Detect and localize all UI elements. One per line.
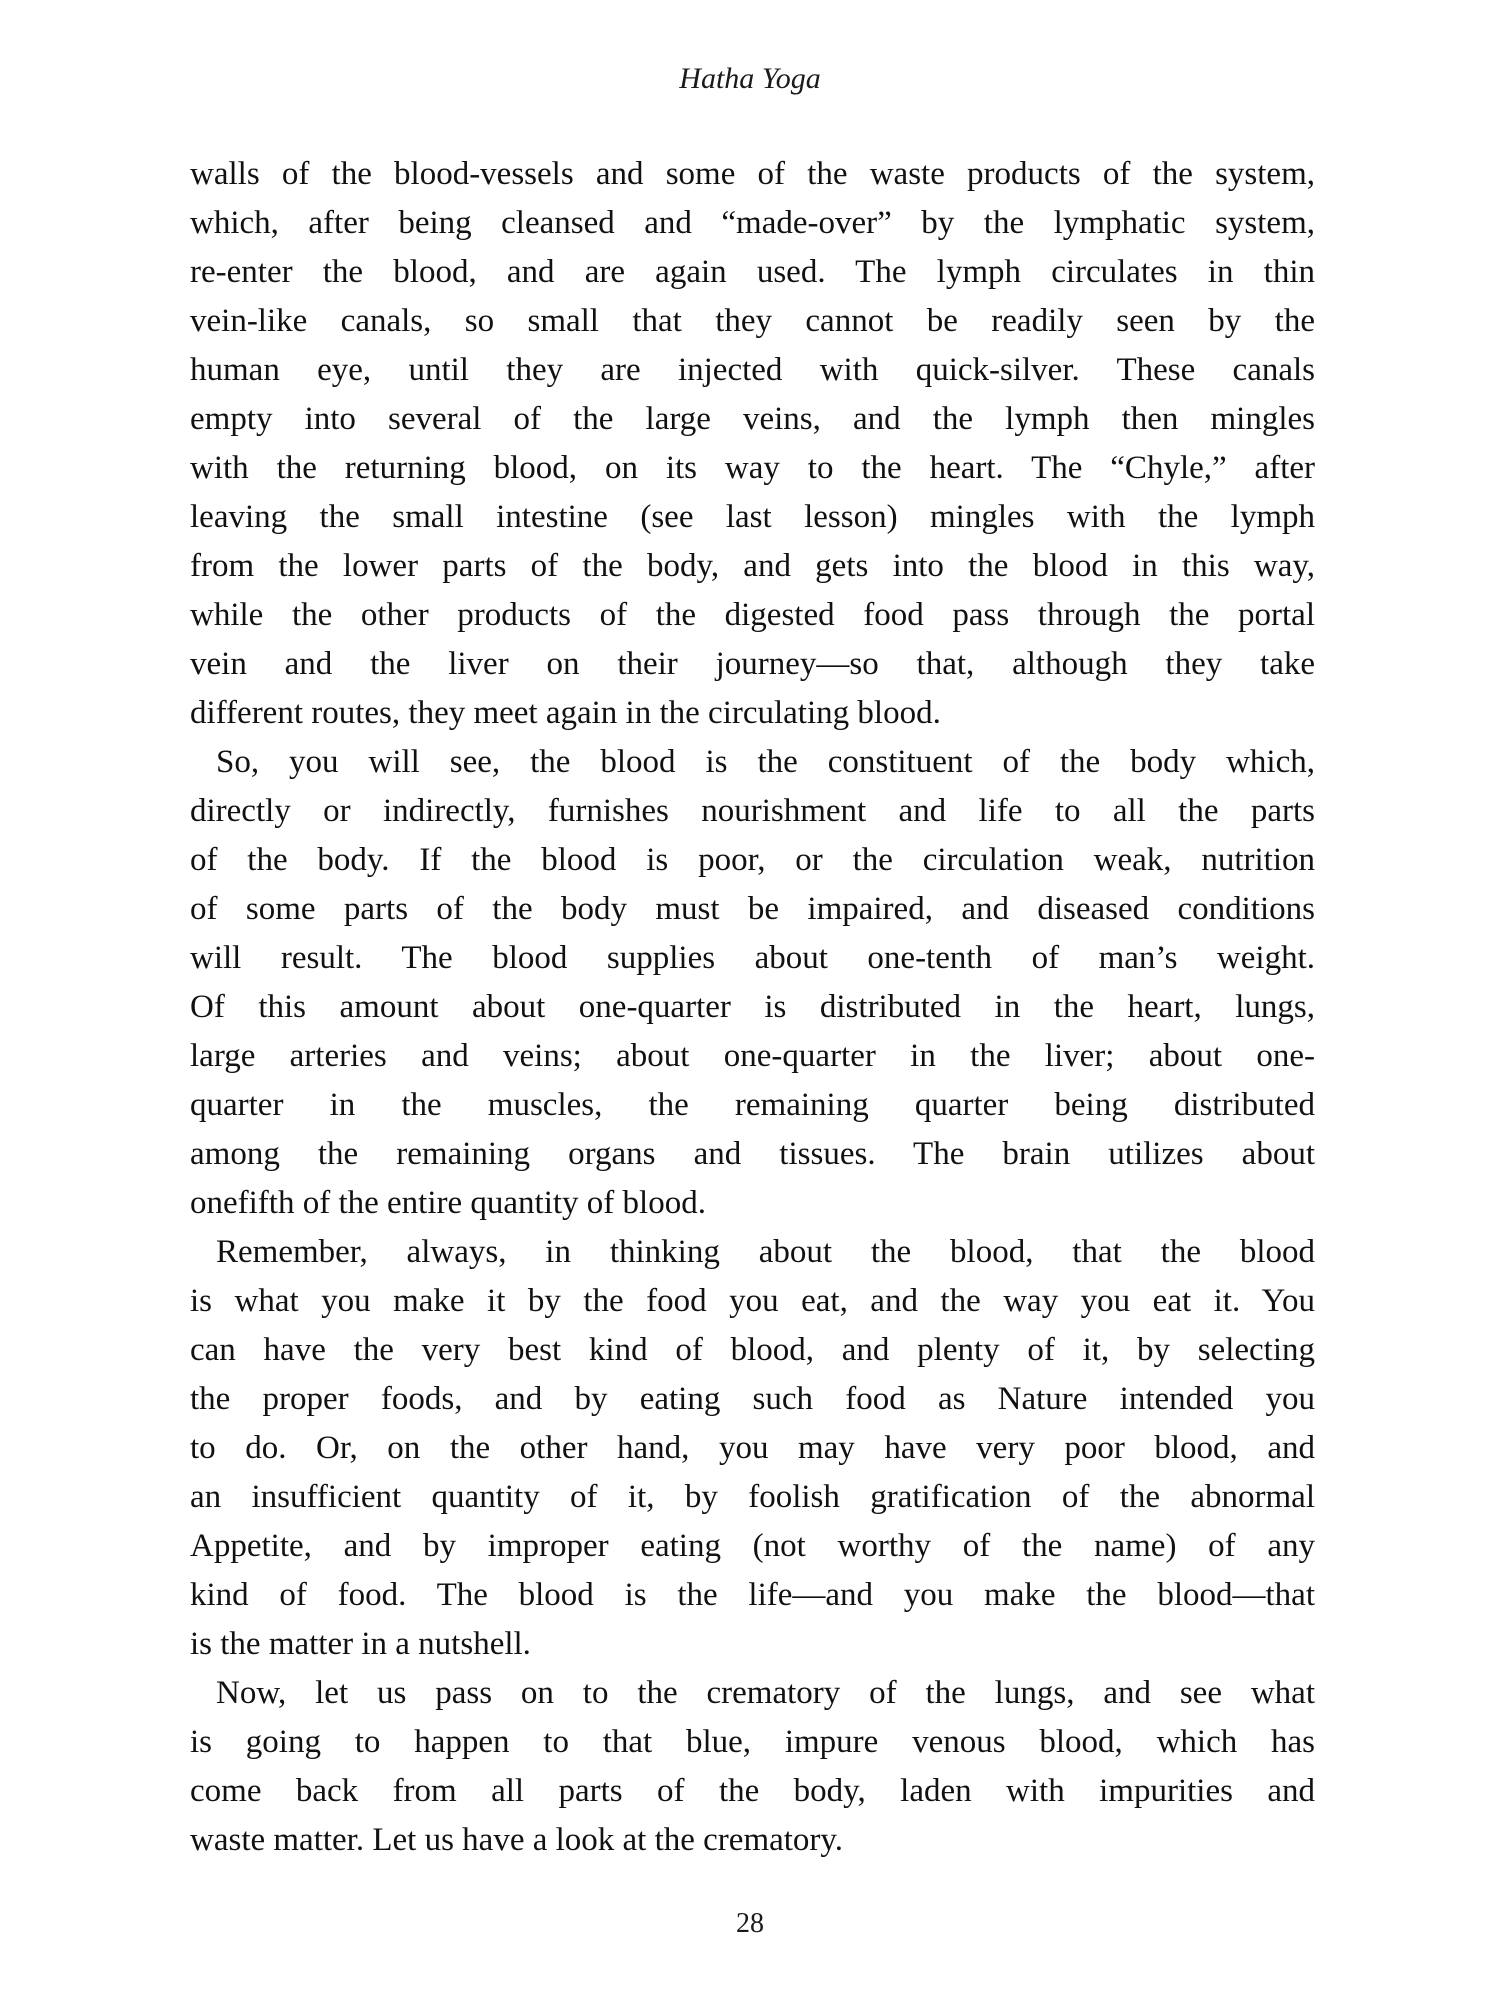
running-head-title: Hatha Yoga [679, 62, 821, 95]
text-line: kind of food. The blood is the life—and you make the blood—that [190, 1577, 1315, 1613]
text-line: large arteries and veins; about one-quarter in the liver; about one- [190, 1038, 1315, 1074]
text-line: directly or indirectly, furnishes nourishment and life to all the parts [190, 793, 1315, 829]
text-line: to do. Or, on the other hand, you may have very poor blood, and [190, 1430, 1315, 1466]
body-text [190, 150, 1315, 1865]
text-line: with the returning blood, on its way to the heart. The “Chyle,” after [190, 450, 1315, 486]
text-line: waste matter. Let us have a look at the crematory. [190, 1822, 844, 1858]
text-line: vein and the liver on their journey—so that, although they take [190, 646, 1315, 682]
text-line: So, you will see, the blood is the constituent of the body which, [216, 744, 1315, 780]
page-number: 28 [736, 1908, 764, 1939]
text-line: empty into several of the large veins, and the lymph then mingles [190, 401, 1315, 437]
text-line: leaving the small intestine (see last lesson) mingles with the lymph [190, 499, 1315, 535]
text-line: an insufficient quantity of it, by foolish gratification of the abnormal [190, 1479, 1315, 1515]
text-line: of the body. If the blood is poor, or the circulation weak, nutrition [190, 842, 1315, 878]
text-line: is the matter in a nutshell. [190, 1626, 531, 1662]
paragraph [190, 150, 1315, 738]
text-line: Of this amount about one-quarter is distributed in the heart, lungs, [190, 989, 1315, 1025]
text-line: onefifth of the entire quantity of blood. [190, 1185, 706, 1221]
text-line: which, after being cleansed and “made-over” by the lymphatic system, [190, 205, 1315, 241]
text-line: walls of the blood-vessels and some of the waste products of the system, [190, 156, 1315, 192]
text-line: is going to happen to that blue, impure venous blood, which has [190, 1724, 1315, 1760]
paragraph [190, 1669, 1315, 1865]
text-line: of some parts of the body must be impaired, and diseased conditions [190, 891, 1315, 927]
text-line: while the other products of the digested food pass through the portal [190, 597, 1315, 633]
text-line: human eye, until they are injected with quick-silver. These canals [190, 352, 1315, 388]
paragraph [190, 738, 1315, 1228]
text-line: will result. The blood supplies about one-tenth of man’s weight. [190, 940, 1315, 976]
text-line: re-enter the blood, and are again used. The lymph circulates in thin [190, 254, 1315, 290]
text-line: different routes, they meet again in the circulating blood. [190, 695, 941, 731]
text-line: Appetite, and by improper eating (not worthy of the name) of any [190, 1528, 1315, 1564]
text-line: Remember, always, in thinking about the blood, that the blood [216, 1234, 1315, 1270]
text-line: come back from all parts of the body, laden with impurities and [190, 1773, 1315, 1809]
text-line: vein-like canals, so small that they cannot be readily seen by the [190, 303, 1315, 339]
text-line: is what you make it by the food you eat, and the way you eat it. You [190, 1283, 1315, 1319]
text-line: the proper foods, and by eating such food as Nature intended you [190, 1381, 1315, 1417]
text-line: from the lower parts of the body, and gets into the blood in this way, [190, 548, 1315, 584]
text-line: among the remaining organs and tissues. The brain utilizes about [190, 1136, 1315, 1172]
text-line: Now, let us pass on to the crematory of the lungs, and see what [216, 1675, 1315, 1711]
text-line: can have the very best kind of blood, and plenty of it, by selecting [190, 1332, 1315, 1368]
text-line: quarter in the muscles, the remaining quarter being distributed [190, 1087, 1315, 1123]
paragraph [190, 1228, 1315, 1669]
